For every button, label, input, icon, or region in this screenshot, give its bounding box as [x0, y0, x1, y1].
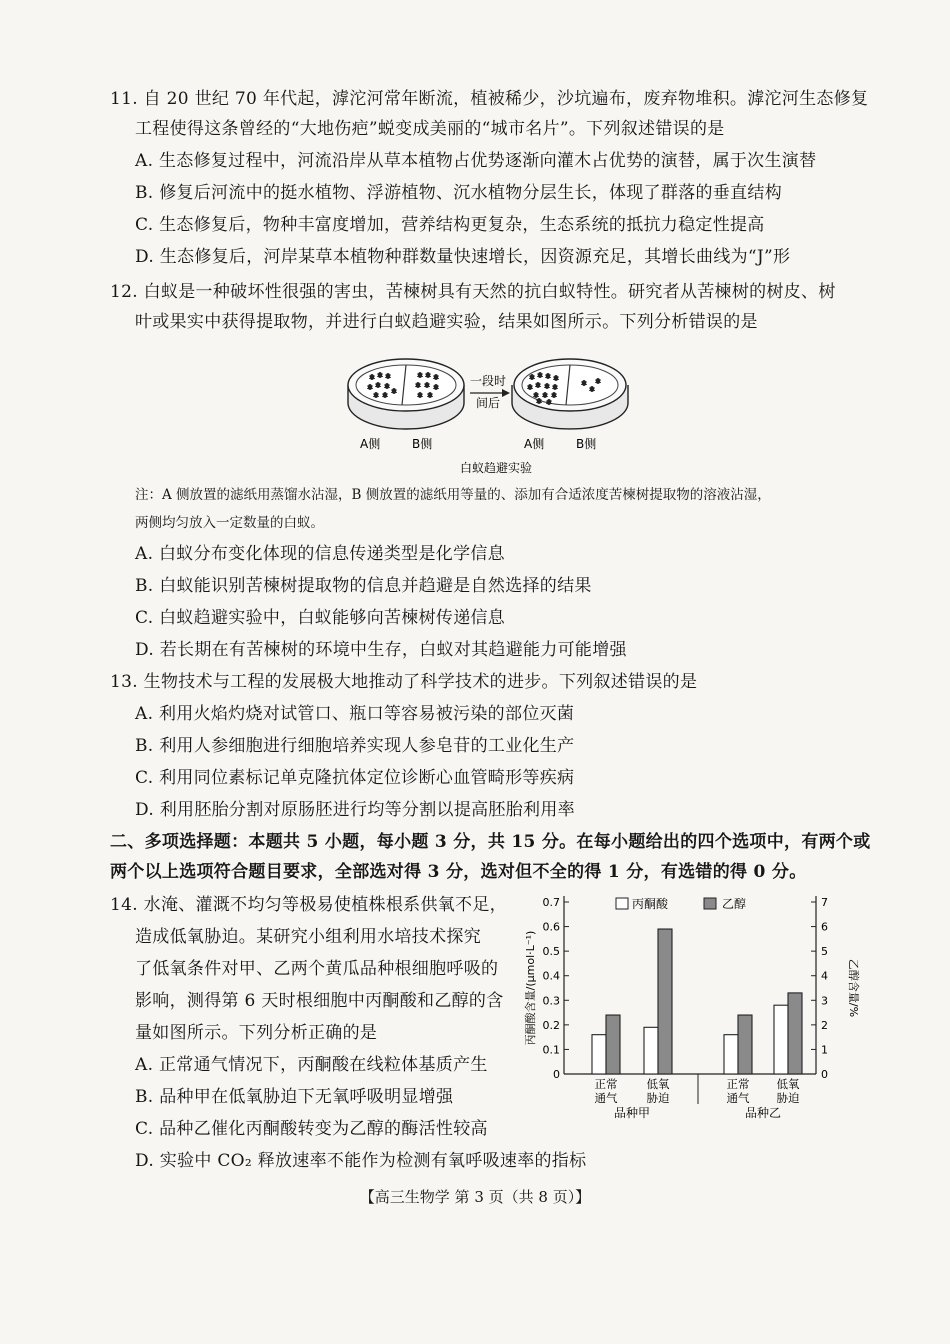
right-axis-title: 乙醇含量/%: [847, 958, 860, 1018]
group-label: 品种甲: [613, 1106, 651, 1120]
legend-label-pyruvate: 丙酮酸: [632, 897, 669, 911]
left-tick-label: 0.4: [542, 969, 560, 983]
label-b-left: B侧: [412, 437, 433, 451]
bar-pyruvate: [644, 1027, 658, 1074]
right-tick-label: 5: [821, 945, 828, 959]
dish-before: [348, 359, 464, 429]
left-tick-label: 0.6: [542, 920, 560, 934]
right-tick-label: 2: [821, 1018, 828, 1032]
q11-option-c: C. 生态修复后，物种丰富度增加，营养结构更复杂，生态系统的抵抗力稳定性提高: [135, 215, 765, 235]
q12-stem-line2: 叶或果实中获得提取物，并进行白蚁趋避实验，结果如图所示。下列分析错误的是: [135, 312, 758, 332]
category-label-line2: 通气: [594, 1091, 618, 1105]
q11-stem-line2: 工程使得这条曾经的“大地伤疤”蜕变成美丽的“城市名片”。下列叙述错误的是: [135, 119, 725, 139]
q14-option-b: B. 品种甲在低氧胁迫下无氧呼吸明显增强: [135, 1087, 454, 1107]
q14-stem-line1: 14. 水淹、灌溉不均匀等极易使植株根系供氧不足，: [110, 895, 507, 915]
category-label-line2: 胁迫: [776, 1091, 800, 1105]
label-a-left: A侧: [360, 437, 381, 451]
right-tick-label: 6: [821, 920, 828, 934]
q12-note-line1: 注：A 侧放置的滤纸用蒸馏水沾湿，B 侧放置的滤纸用等量的、添加有合适浓度苦楝树提取物的溶液沾湿，: [135, 487, 771, 503]
q12-option-d: D. 若长期在有苦楝树的环境中生存，白蚁对其趋避能力可能增强: [135, 640, 627, 660]
q14-stem-line5: 量如图所示。下列分析正确的是: [135, 1023, 378, 1043]
q12-option-b: B. 白蚁能识别苦楝树提取物的信息并趋避是自然选择的结果: [135, 576, 592, 596]
right-tick-label: 3: [821, 994, 828, 1008]
q12-stem-line1: 12. 白蚁是一种破坏性很强的害虫，苦楝树具有天然的抗白蚁特性。研究者从苦楝树的树皮、树: [110, 282, 836, 302]
right-tick-label: 7: [821, 896, 828, 909]
legend-swatch-pyruvate: [616, 898, 628, 909]
q13-option-d: D. 利用胚胎分割对原肠胚进行均等分割以提高胚胎利用率: [135, 800, 575, 820]
dish-after: [512, 359, 628, 429]
q12-note-line2: 两侧均匀放入一定数量的白蚁。: [135, 515, 324, 531]
category-label-line2: 通气: [726, 1091, 750, 1105]
right-tick-label: 0: [821, 1068, 828, 1081]
category-label-line1: 正常: [726, 1077, 750, 1091]
figure-caption: 白蚁趋避实验: [460, 461, 533, 475]
bar-ethanol: [658, 929, 672, 1074]
bar-ethanol: [788, 993, 802, 1074]
legend-label-ethanol: 乙醇: [722, 897, 747, 911]
bar-ethanol: [606, 1015, 620, 1074]
q14-option-a: A. 正常通气情况下，丙酮酸在线粒体基质产生: [135, 1055, 488, 1075]
pyruvate-ethanol-bar-chart: [520, 888, 860, 1120]
legend-swatch-ethanol: [704, 898, 716, 909]
q13-option-a: A. 利用火焰灼烧对试管口、瓶口等容易被污染的部位灭菌: [135, 704, 575, 724]
left-tick-label: 0.7: [542, 896, 560, 909]
q11-option-b: B. 修复后河流中的挺水植物、浮游植物、沉水植物分层生长，体现了群落的垂直结构: [135, 183, 782, 203]
section2-header-line1: 二、多项选择题：本题共 5 小题，每小题 3 分，共 15 分。在每小题给出的四个选项中，有两个或: [110, 832, 871, 852]
bar-pyruvate: [724, 1035, 738, 1074]
left-tick-label: 0.5: [542, 945, 560, 959]
q14-option-c: C. 品种乙催化丙酮酸转变为乙醇的酶活性较高: [135, 1119, 488, 1139]
q11-stem-line1: 11. 自 20 世纪 70 年代起，滹沱河常年断流，植被稀少，沙坑遍布，废弃物堆积。滹沱河生态修复: [110, 89, 869, 109]
arrow-label-line1: 一段时: [469, 374, 507, 388]
left-tick-label: 0.1: [542, 1043, 560, 1057]
category-label-line1: 正常: [594, 1077, 618, 1091]
right-tick-label: 1: [821, 1043, 828, 1057]
bar-ethanol: [738, 1015, 752, 1074]
label-b-right: B侧: [576, 437, 597, 451]
label-a-right: A侧: [524, 437, 545, 451]
q14-stem-line4: 影响，测得第 6 天时根细胞中丙酮酸和乙醇的含: [135, 991, 504, 1011]
left-axis-title: 丙酮酸含量/(μmol·L⁻¹): [524, 930, 537, 1046]
q13-stem: 13. 生物技术与工程的发展极大地推动了科学技术的进步。下列叙述错误的是: [110, 672, 698, 692]
bar-pyruvate: [774, 1005, 788, 1074]
q14-stem-line2: 造成低氧胁迫。某研究小组利用水培技术探究: [135, 927, 481, 947]
left-tick-label: 0.3: [542, 994, 560, 1008]
page-footer: 【高三生物学 第 3 页（共 8 页）】: [359, 1188, 591, 1206]
termite-experiment-figure: [340, 345, 630, 480]
bar-pyruvate: [592, 1035, 606, 1074]
arrow-label-line2: 间后: [475, 396, 501, 410]
q11-option-d: D. 生态修复后，河岸某草本植物种群数量快速增长，因资源充足，其增长曲线为“J”形: [135, 247, 791, 267]
q12-option-a: A. 白蚁分布变化体现的信息传递类型是化学信息: [135, 544, 505, 564]
q12-option-c: C. 白蚁趋避实验中，白蚁能够向苦楝树传递信息: [135, 608, 506, 628]
section2-header-line2: 两个以上选项符合题目要求，全部选对得 3 分，选对但不全的得 1 分，有选错的得 0 分。: [110, 862, 807, 882]
right-tick-label: 4: [821, 969, 828, 983]
q14-option-d: D. 实验中 CO₂ 释放速率不能作为检测有氧呼吸速率的指标: [135, 1151, 587, 1171]
category-label-line1: 低氧: [776, 1077, 800, 1091]
q13-option-c: C. 利用同位素标记单克隆抗体定位诊断心血管畸形等疾病: [135, 768, 575, 788]
q13-option-b: B. 利用人参细胞进行细胞培养实现人参皂苷的工业化生产: [135, 736, 575, 756]
group-label: 品种乙: [744, 1106, 782, 1120]
category-label-line2: 胁迫: [646, 1091, 670, 1105]
left-tick-label: 0: [553, 1068, 560, 1081]
left-tick-label: 0.2: [542, 1018, 560, 1032]
q11-option-a: A. 生态修复过程中，河流沿岸从草本植物占优势逐渐向灌木占优势的演替，属于次生演替: [135, 151, 817, 171]
category-label-line1: 低氧: [646, 1077, 670, 1091]
q14-stem-line3: 了低氧条件对甲、乙两个黄瓜品种根细胞呼吸的: [135, 959, 499, 979]
